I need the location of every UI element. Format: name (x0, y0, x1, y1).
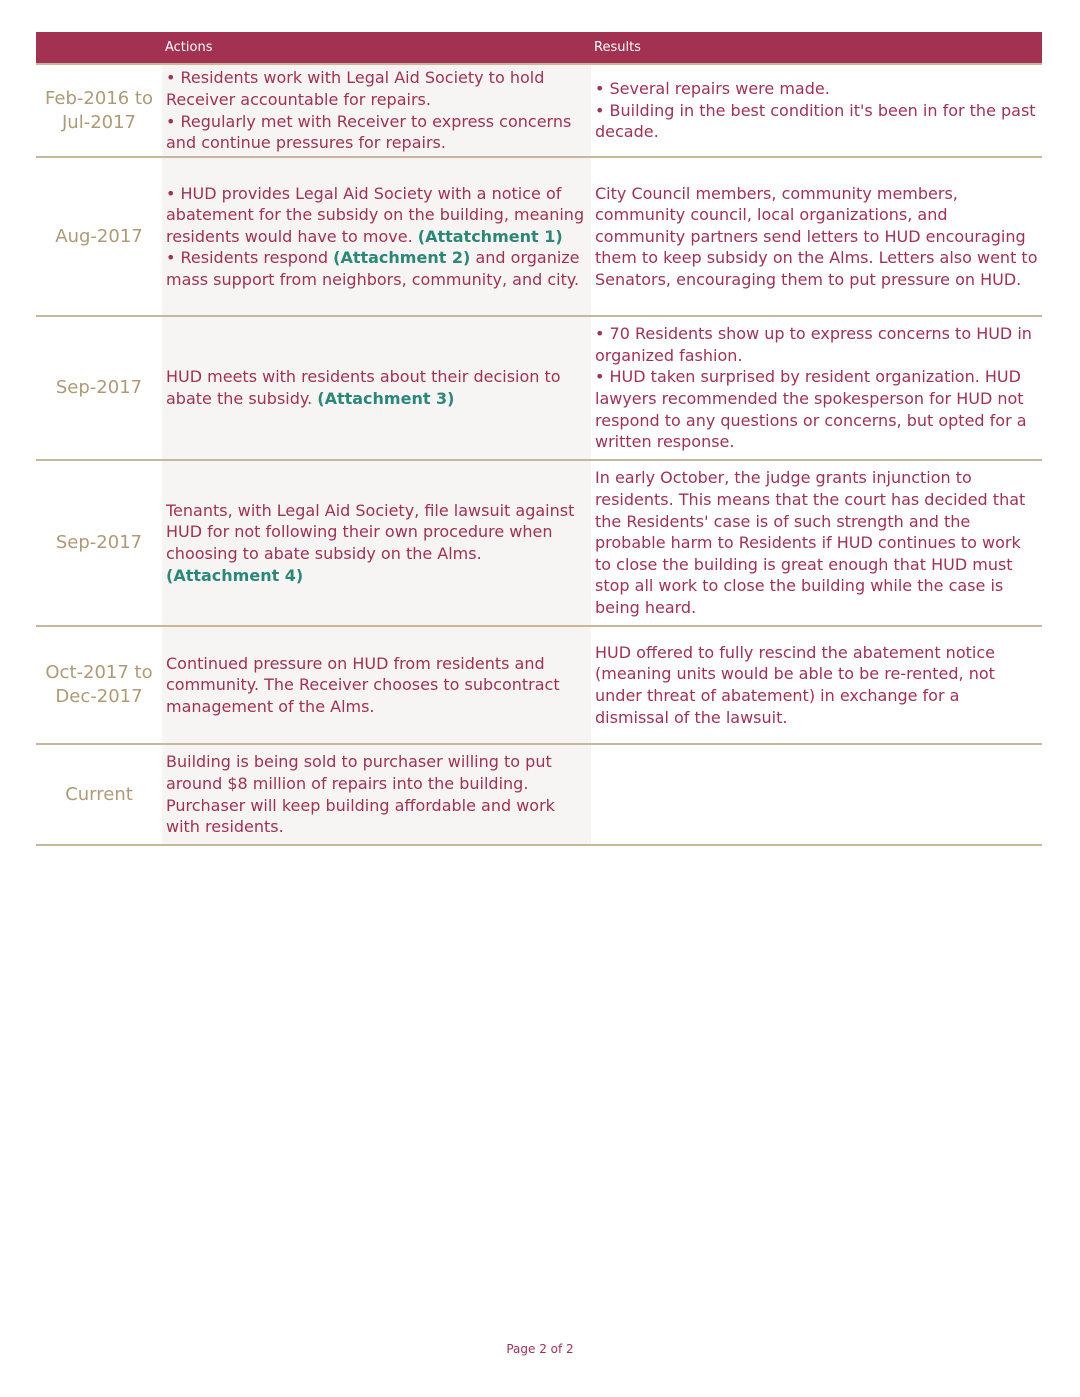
result-line: • Several repairs were made. (595, 79, 830, 99)
attachment-link[interactable]: (Attachment 2) (333, 248, 471, 268)
row-actions (162, 317, 591, 459)
result-line: HUD offered to fully rescind the abatement notice (meaning units would be able to be re-rented, not under threat of abatement) in exchange for a dismissal of the lawsuit. (595, 642, 995, 727)
action-text: HUD meets with residents about their decision to abate the subsidy. (166, 367, 561, 408)
result-line: City Council members, community members, community council, local organizations, and community partners send letters to HUD encouraging them to keep subsidy on the Alms. Letters also went to Senators, encouraging them to put pressure on HUD. (595, 183, 1038, 289)
row-date: Feb-2016 to Jul-2017 (45, 87, 153, 133)
row-actions (162, 461, 591, 625)
row-date: Aug-2017 (55, 225, 143, 247)
action-text: • Residents respond (166, 248, 334, 268)
table-row (36, 63, 1042, 158)
action-line (166, 500, 587, 586)
row-date: Sep-2017 (55, 532, 143, 553)
attachment-link[interactable]: (Attatchment 1) (417, 226, 563, 246)
table-header (36, 32, 1042, 63)
row-actions (162, 158, 591, 315)
action-line: Continued pressure on HUD from residents and community. The Receiver chooses to subcontract management of the Alms. (166, 653, 560, 716)
page-number: Page 2 of 2 (506, 1342, 574, 1356)
row-date: Current (65, 783, 133, 805)
action-line: Building is being sold to purchaser willing to put around $8 million of repairs into the building. Purchaser will keep building affordable and work with residents. (166, 752, 555, 837)
row-results (591, 627, 1042, 743)
row-results (591, 158, 1042, 315)
row-results (591, 65, 1042, 156)
table-row (36, 158, 1042, 317)
row-results (591, 745, 1042, 844)
table-row (36, 627, 1042, 745)
row-results (591, 317, 1042, 459)
result-line: • 70 Residents show up to express concerns to HUD in organized fashion. (595, 324, 1032, 365)
table-row (36, 461, 1042, 627)
row-results (591, 461, 1042, 625)
action-line (166, 183, 587, 248)
timeline-table (36, 32, 1042, 846)
row-actions (162, 627, 591, 743)
action-line (166, 366, 587, 409)
header-results: Results (594, 40, 641, 55)
action-line: • Regularly met with Receiver to express concerns and continue pressures for repairs. (166, 111, 572, 153)
header-actions: Actions (165, 40, 213, 55)
table-row (36, 317, 1042, 461)
action-text: • HUD provides Legal Aid Society with a notice of abatement for the subsidy on the building, meaning residents would have to move. (166, 183, 585, 246)
table-row (36, 745, 1042, 846)
row-date: Oct-2017 to Dec-2017 (45, 662, 153, 707)
result-line: In early October, the judge grants injunction to residents. This means that the court has decided that the Residents' case is of such strength and the probable harm to Residents if HUD continues to work to close the building is great enough that HUD must stop all work to close the building while the case is being heard. (595, 468, 1026, 617)
row-actions (162, 65, 591, 156)
action-text: Tenants, with Legal Aid Society, file lawsuit against HUD for not following their own procedure when choosing to abate subsidy on the Alms. (166, 500, 575, 563)
attachment-link[interactable]: (Attachment 4) (166, 565, 304, 585)
action-text: and organize mass support from neighbors, community, and city. (166, 248, 580, 289)
result-line: • HUD taken surprised by resident organization. HUD lawyers recommended the spokesperson for HUD not respond to any questions or concerns, but opted for a written response. (595, 367, 1027, 452)
action-line (166, 247, 587, 290)
action-line: • Residents work with Legal Aid Society to hold Receiver accountable for repairs. (166, 68, 545, 109)
result-line: • Building in the best condition it's been in for the past decade. (595, 100, 1036, 142)
attachment-link[interactable]: (Attachment 3) (317, 389, 455, 408)
row-actions (162, 745, 591, 844)
row-date: Sep-2017 (55, 377, 143, 398)
